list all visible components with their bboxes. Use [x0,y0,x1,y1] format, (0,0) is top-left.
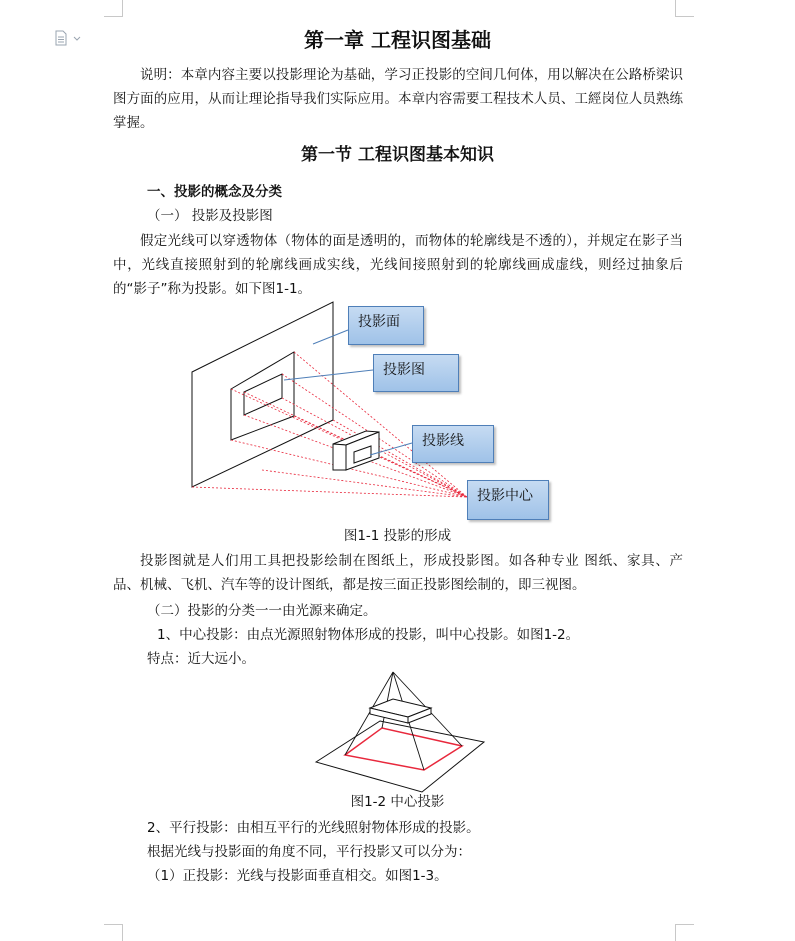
feature-text: 特点：近大远小。 [147,651,255,667]
subheading-projection-drawing: （一） 投影及投影图 [147,208,273,224]
chapter-title: 第一章 工程识图基础 [304,28,491,52]
projection-drawing-paragraph: 投影图就是人们用工具把投影绘制在图纸上，形成投影图。如各种专业 图纸、家具、产品、机械、飞机、汽车等的设计图纸，都是按三面正投影图绘制的，即三视图。 [113,553,683,593]
section-title: 第一节 工程识图基本知识 [301,145,494,165]
figure-1-1-caption: 图1-1 投影的形成 [343,528,452,544]
projection-definition-paragraph: 假定光线可以穿透物体（物体的面是透明的，而物体的轮廓线是不透的），并规定在影子当中，光线直接照射到的轮廓线画成实线，光线间接照射到的轮廓线画成虚线，则经过抽象后的“影子”称为投影。如下图1-1。 [113,233,683,297]
callout-projection-image: 投影图 [373,354,459,392]
intro-paragraph: 说明：本章内容主要以投影理论为基础，学习正投影的空间几何体，用以解决在公路桥梁识图方面的应用，从而让理论指导我们实际应用。本章内容需要工程技术人员、工經岗位人员熟练掌握。 [113,67,683,131]
item-central-projection: 1、中心投影：由点光源照射物体形成的投影，叫中心投影。如图1-2。 [157,627,580,643]
parallel-projection-types-text: 根据光线与投影面的角度不同，平行投影又可以分为： [147,844,471,860]
callout-projection-center: 投影中心 [467,480,549,520]
heading-projection-concept: 一、投影的概念及分类 [147,184,282,200]
callout-projection-rays: 投影线 [412,425,494,463]
item-orthographic-projection: （1）正投影：光线与投影面垂直相交。如图1-3。 [147,868,448,884]
subheading-projection-types: （二）投影的分类一一由光源来确定。 [147,603,377,619]
item-parallel-projection: 2、平行投影：由相互平行的光线照射物体形成的投影。 [147,820,480,836]
figure-1-2-caption: 图1-2 中心投影 [350,794,445,810]
callout-projection-plane: 投影面 [348,306,424,345]
